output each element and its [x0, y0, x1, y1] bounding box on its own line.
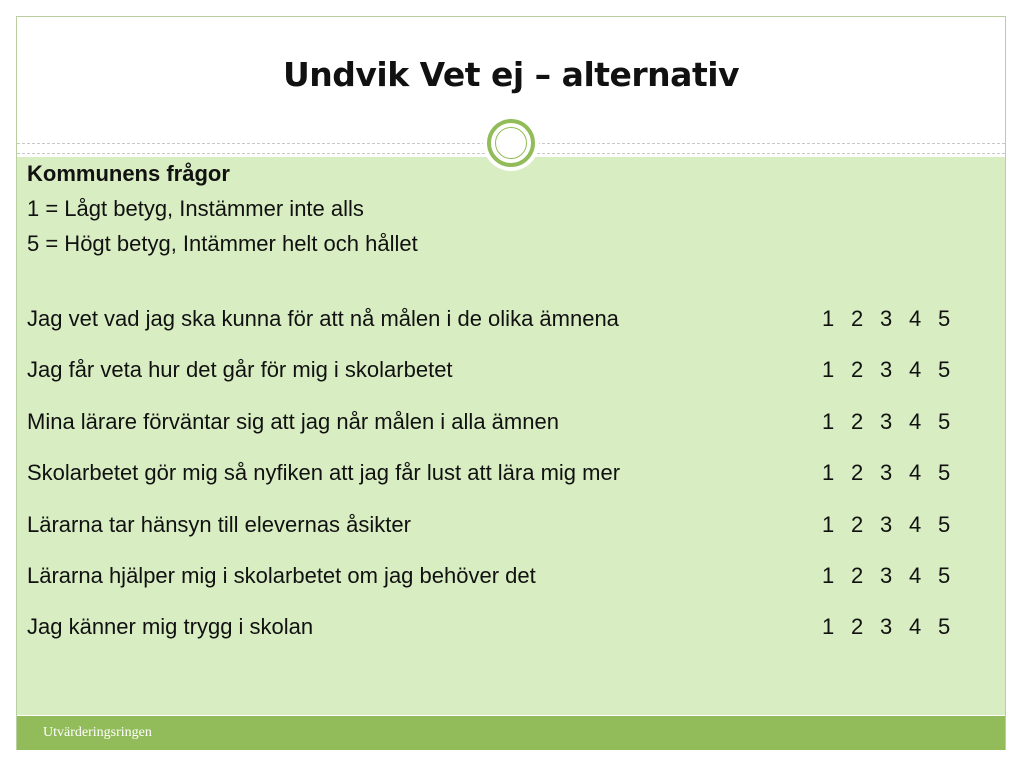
rating-option: 5 — [938, 511, 951, 537]
footer-label: Utvärderingsringen — [43, 725, 152, 740]
rating-option: 3 — [880, 562, 893, 588]
intro-line-1: 1 = Lågt betyg, Instämmer inte alls — [27, 196, 364, 221]
question-text: Jag vet vad jag ska kunna för att nå målen i de olika ämnena — [27, 306, 619, 331]
rating-scale — [822, 563, 950, 589]
rating-option: 5 — [938, 460, 951, 486]
rating-option: 1 — [822, 306, 835, 331]
rating-option: 1 — [822, 562, 835, 588]
question-row — [27, 454, 967, 505]
rating-option: 4 — [909, 357, 922, 383]
rating-option: 3 — [880, 511, 893, 537]
rating-option: 3 — [880, 357, 893, 383]
rating-option: 2 — [851, 511, 864, 537]
rating-option: 2 — [851, 460, 864, 486]
footer-bar — [17, 716, 1005, 750]
slide-title: Undvik Vet ej – alternativ — [282, 55, 740, 94]
rating-option: 4 — [909, 408, 922, 434]
intro-heading: Kommunens frågor — [27, 161, 230, 186]
rating-scale — [822, 357, 950, 383]
rating-option: 4 — [909, 562, 922, 588]
rating-option: 5 — [938, 562, 951, 588]
rating-option: 5 — [938, 357, 951, 383]
rating-option: 3 — [880, 408, 893, 434]
question-row — [27, 557, 967, 608]
question-row — [27, 506, 967, 557]
circle-ornament-inner — [495, 127, 527, 159]
rating-option: 3 — [880, 306, 893, 331]
question-row — [27, 300, 967, 351]
rating-option: 2 — [851, 562, 864, 588]
rating-scale — [822, 614, 950, 640]
question-list — [27, 300, 967, 660]
rating-option: 4 — [909, 511, 922, 537]
rating-scale — [822, 512, 950, 538]
rating-option: 1 — [822, 614, 835, 640]
rating-option: 2 — [851, 408, 864, 434]
circle-ornament-ring — [487, 119, 535, 167]
intro-line-2: 5 = Högt betyg, Intämmer helt och hållet — [27, 231, 418, 256]
rating-scale — [822, 409, 950, 435]
question-text: Mina lärare förväntar sig att jag når målen i alla ämnen — [27, 408, 559, 434]
rating-scale — [822, 306, 950, 332]
question-text: Jag får veta hur det går för mig i skolarbetet — [27, 357, 453, 383]
question-row — [27, 403, 967, 454]
circle-ornament-icon — [483, 115, 539, 171]
rating-option: 3 — [880, 460, 893, 486]
question-row — [27, 351, 967, 402]
question-text: Jag känner mig trygg i skolan — [27, 614, 314, 640]
rating-option: 1 — [822, 511, 835, 537]
rating-option: 2 — [851, 357, 864, 383]
rating-option: 2 — [851, 614, 864, 640]
rating-option: 4 — [909, 614, 922, 640]
question-text: Skolarbetet gör mig så nyfiken att jag får lust att lära mig mer — [27, 460, 621, 486]
rating-option: 3 — [880, 614, 893, 640]
rating-scale — [822, 460, 950, 486]
rating-option: 1 — [822, 460, 835, 486]
rating-option: 5 — [938, 306, 951, 331]
question-row — [27, 608, 967, 659]
rating-option: 5 — [938, 614, 951, 640]
intro-block — [27, 156, 418, 261]
rating-option: 5 — [938, 408, 951, 434]
rating-option: 2 — [851, 306, 864, 331]
rating-option: 4 — [909, 460, 922, 486]
rating-option: 1 — [822, 408, 835, 434]
question-text: Lärarna tar hänsyn till elevernas åsikter — [27, 511, 411, 537]
rating-option: 1 — [822, 357, 835, 383]
question-text: Lärarna hjälper mig i skolarbetet om jag behöver det — [27, 562, 536, 588]
rating-option: 4 — [909, 306, 922, 331]
